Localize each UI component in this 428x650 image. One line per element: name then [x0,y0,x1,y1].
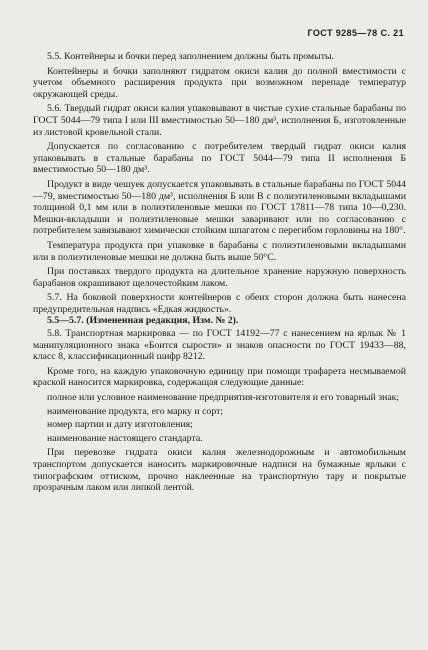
document-body [33,51,406,497]
paragraph: Допускается по согласованию с потребителем твердый гидрат окиси калия упаковывать в стальные барабаны по ГОСТ 5044—79 типа II исполнения Б вместимостью 50—180 дм³. [33,141,406,176]
list-item: наименование продукта, его марку и сорт; [47,405,224,417]
paragraph: Продукт в виде чешуек допускается упаковывать в стальные барабаны по ГОСТ 5044—79, вместимостью 50—180 дм³, исполнения Б или В с полиэтиленовыми вкладышами толщиной 0,1 мм или в полиэтиленовые мешки по ГОСТ 17811—78 типа 10—0,230. Мешки-вкладыши и полиэтиленовые мешки заваривают или по согласованию с потребителем завязывают химически стойким шпагатом с перегибом горловины на 180°. [33,178,406,237]
paragraph: 5.7. На боковой поверхности контейнеров с обеих сторон должна быть нанесена предупредительная надпись «Едкая жидкость». [33,292,406,315]
paragraph: При перевозке гидрата окиси калия железнодорожным и автомобильным транспортом допускается наносить маркировочные надписи на бумажные ярлыки с типографским оттиском, прочно наклеенные на транспортную тару и покрытые прозрачным лаком или липкой лентой. [33,447,406,494]
paragraph: 5.6. Твердый гидрат окиси калия упаковывают в чистые сухие стальные барабаны по ГОСТ 5044—79 типа I или III вместимостью 50—180 дм³, исполнения Б, изготовленные из листовой кровельной стали. [33,103,406,138]
page-header: ГОСТ 9285—78 С. 21 [307,28,404,38]
paragraph: Температура продукта при упаковке в барабаны с полиэтиленовыми вкладышами или в полиэтиленовые мешки не должна быть выше 50°С. [33,239,406,263]
list-item: номер партии и дату изготовления; [47,419,193,431]
paragraph: Кроме того, на каждую упаковочную единицу при помощи трафарета несмываемой краской наносится маркировка, содержащая следующие данные: [33,365,406,389]
paragraph: 5.5. Контейнеры и бочки перед заполнением должны быть промыты. [47,51,335,62]
list-item: наименование настоящего стандарта. [47,432,203,444]
amendment-note: 5.5—5.7. (Измененная редакция, Изм. № 2). [47,315,239,327]
paragraph: Контейнеры и бочки заполняют гидратом окиси калия до полной вместимости с учетом объемного расширения продукта при возможном перепаде температур окружающей среды. [33,65,406,100]
paragraph: 5.8. Транспортная маркировка — по ГОСТ 14192—77 с нанесением на ярлык № 1 манипуляционного знака «Боится сырости» и знаков опасности по ГОСТ 19433—88, класс 8, классификационный шифр 8212. [33,328,406,363]
paragraph: При поставках твердого продукта на длительное хранение наружную поверхность барабанов окрашивают щелочестойким лаком. [33,266,406,289]
list-item: полное или условное наименование предприятия-изготовителя и его товарный знак; [47,392,400,404]
